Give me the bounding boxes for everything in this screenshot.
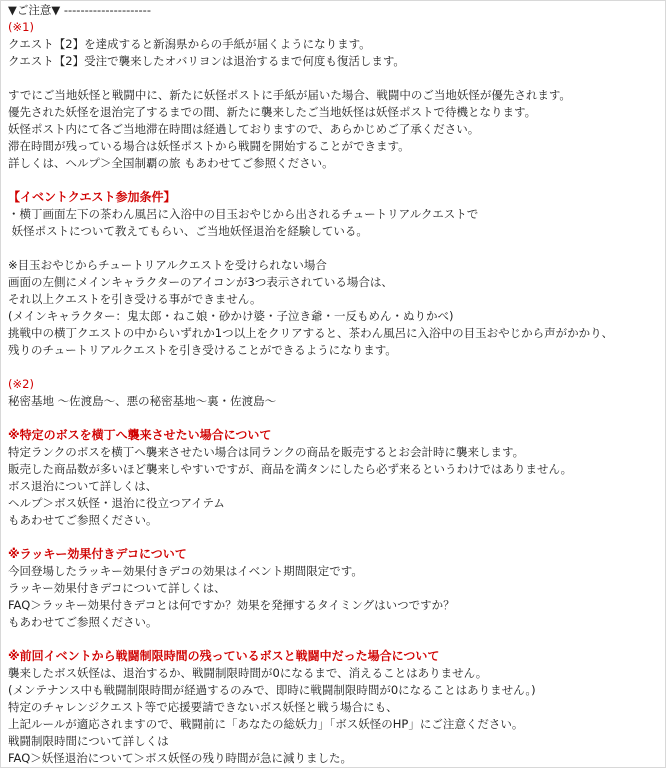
notice-section — [8, 2, 658, 767]
tutorial-line: 残りのチュートリアルクエストを引き受けることができるようになります。 — [8, 343, 397, 357]
tutorial-line: 画面の左側にメインキャラクターのアイコンが3つ表示されている場合は、 — [8, 275, 393, 289]
note1-line: クエスト【2】受注で襲来したオバリヨンは退治するまで何度も復活します。 — [8, 54, 405, 68]
prev-heading: ※前回イベントから戦闘制限時間の残っているボスと戦闘中だった場合について — [8, 649, 440, 663]
prev-line: 上記ルールが適応されますので、戦闘前に「あなたの総妖力」「ボス妖怪のHP」にご注意ください。 — [8, 717, 524, 731]
prev-line: (メンテナンス中も戦闘制限時間が経過するのみで、即時に戦闘制限時間が0になることはありません。) — [8, 683, 536, 697]
note2-marker: (※2) — [8, 377, 34, 391]
tutorial-line: 挑戦中の横丁クエストの中からいずれか1つ以上をクリアすると、茶わん風呂に入浴中の目玉おやじから声がかかり、 — [8, 326, 614, 340]
lucky-heading: ※ラッキー効果付きデコについて — [8, 547, 187, 561]
boss-line: もあわせてご参照ください。 — [8, 513, 158, 527]
lucky-line: 今回登場したラッキー効果付きデコの効果はイベント期間限定です。 — [8, 564, 363, 578]
para2-line: 詳しくは、ヘルプ＞全国制覇の旅 もあわせてご参照ください。 — [8, 156, 334, 170]
note1-line: クエスト【2】を達成すると新潟県からの手紙が届くようになります。 — [8, 37, 371, 51]
boss-line: ヘルプ＞ボス妖怪・退治に役立つアイテム — [8, 496, 225, 510]
tutorial-line: ※目玉おやじからチュートリアルクエストを受けられない場合 — [8, 258, 327, 272]
note1-marker: (※1) — [8, 20, 34, 34]
note2-line: 秘密基地 ～佐渡島～、悪の秘密基地～裏・佐渡島～ — [8, 394, 277, 408]
para2-line: 優先された妖怪を退治完了するまでの間、新たに襲来したご当地妖怪は妖怪ポストで待機となります。 — [8, 105, 537, 119]
boss-line: 販売した商品数が多いほど襲来しやすいですが、商品を満タンにしたら必ず来るというわけではありません。 — [8, 462, 573, 476]
tutorial-line: (メインキャラクター：鬼太郎・ねこ娘・砂かけ婆・子泣き爺・一反もめん・ぬりかべ) — [8, 309, 454, 323]
event-line: ・横丁画面左下の茶わん風呂に入浴中の目玉おやじから出されるチュートリアルクエストで — [8, 207, 479, 221]
prev-line: 戦闘制限時間について詳しくは — [8, 734, 169, 748]
prev-line: FAQ＞妖怪退治について＞ボス妖怪の残り時間が急に減りました。 — [8, 751, 353, 765]
lucky-line: ラッキー効果付きデコについて詳しくは、 — [8, 581, 226, 595]
event-line: 妖怪ポストについて教えてもらい、ご当地妖怪退治を経験している。 — [8, 224, 368, 238]
para2-line: 妖怪ポスト内にて各ご当地滞在時間は経過しておりますので、あらかじめご了承ください。 — [8, 122, 480, 136]
boss-line: 特定ランクのボスを横丁へ襲来させたい場合は同ランクの商品を販売するとお会計時に襲来します。 — [8, 445, 525, 459]
prev-line: 襲来したボス妖怪は、退治するか、戦闘制限時間が0になるまで、消えることはありません。 — [8, 666, 488, 680]
notice-header: ▼ご注意▼ --------------------- — [8, 3, 151, 17]
lucky-line: FAQ＞ラッキー効果付きデコとは何ですか？効果を発揮するタイミングはいつですか？ — [8, 598, 455, 612]
prev-line: 特定のチャレンジクエスト等で応援要請できないボス妖怪と戦う場合にも、 — [8, 700, 398, 714]
boss-line: ボス退治について詳しくは、 — [8, 479, 158, 493]
para2-line: すでにご当地妖怪と戦闘中に、新たに妖怪ポストに手紙が届いた場合、戦闘中のご当地妖怪が優先されます。 — [8, 88, 571, 102]
para2-line: 滞在時間が残っている場合は妖怪ポストから戦闘を開始することができます。 — [8, 139, 410, 153]
event-heading: 【イベントクエスト参加条件】 — [8, 190, 176, 204]
boss-heading: ※特定のボスを横丁へ襲来させたい場合について — [8, 428, 272, 442]
lucky-line: もあわせてご参照ください。 — [8, 615, 158, 629]
tutorial-line: それ以上クエストを引き受ける事ができません。 — [8, 292, 262, 306]
